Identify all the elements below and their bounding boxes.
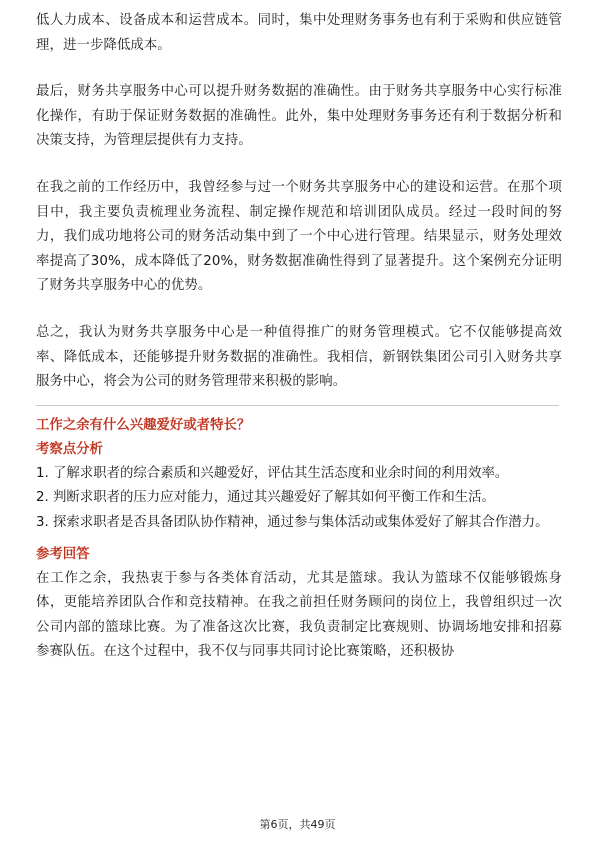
paragraph-experience: 在我之前的工作经历中，我曾经参与过一个财务共享服务中心的建设和运营。在那个项目中，我主要负责梳理业务流程、制定操作规范和培训团队成员。经过一段时间的努力，我们成功地将公司的财务活动集中到了一个中心进行管理。结果显示，财务处理效率提高了30%，成本降低了20%，财务数据准确性得到了显著提升。这个案例充分证明了财务共享服务中心的优势。 (36, 179, 562, 294)
paragraph-conclusion: 总之，我认为财务共享服务中心是一种值得推广的财务管理模式。它不仅能够提高效率、降低成本，还能够提升财务数据的准确性。我相信，新钢铁集团公司引入财务共享服务中心，将会为公司的财务管理带来积极的影响。 (36, 324, 562, 390)
page-footer: 第6页，共49页 (259, 818, 336, 831)
paragraph-gap (36, 299, 562, 321)
paragraph-gap (36, 58, 562, 80)
page-content (36, 9, 562, 665)
question-title: 工作之余有什么兴趣爱好或者特长？ (36, 417, 251, 433)
answer-heading: 参考回答 (36, 546, 90, 562)
answer-text: 在工作之余，我热衷于参与各类体育活动，尤其是篮球。我认为篮球不仅能够锻炼身体，更能培养团队合作和竞技精神。在我之前担任财务顾问的岗位上，我曾组织过一次公司内部的篮球比赛。为了准备这次比赛，我负责制定比赛规则、协调场地安排和招募参赛队伍。在这个过程中，我不仅与同事共同讨论比赛策略，还积极协 (36, 570, 562, 660)
list-item: 2. 判断求职者的压力应对能力，通过其兴趣爱好了解其如何平衡工作和生活。 (36, 490, 495, 506)
list-item: 1. 了解求职者的综合素质和兴趣爱好，评估其生活态度和业余时间的利用效率。 (36, 465, 509, 481)
paragraph-cost-continuation: 低人力成本、设备成本和运营成本。同时，集中处理财务事务也有利于采购和供应链管理，进一步降低成本。 (36, 13, 562, 53)
section-divider (36, 405, 559, 406)
analysis-list (36, 462, 562, 536)
analysis-heading: 考察点分析 (36, 441, 103, 457)
section-gap (36, 536, 562, 543)
paragraph-accuracy: 最后，财务共享服务中心可以提升财务数据的准确性。由于财务共享服务中心实行标准化操作，有助于保证财务数据的准确性。此外，集中处理财务事务还有利于数据分析和决策支持，为管理层提供有力支持。 (36, 84, 562, 149)
list-item: 3. 探索求职者是否具备团队协作精神，通过参与集体活动或集体爱好了解其合作潜力。 (36, 514, 549, 530)
paragraph-gap (36, 154, 562, 176)
